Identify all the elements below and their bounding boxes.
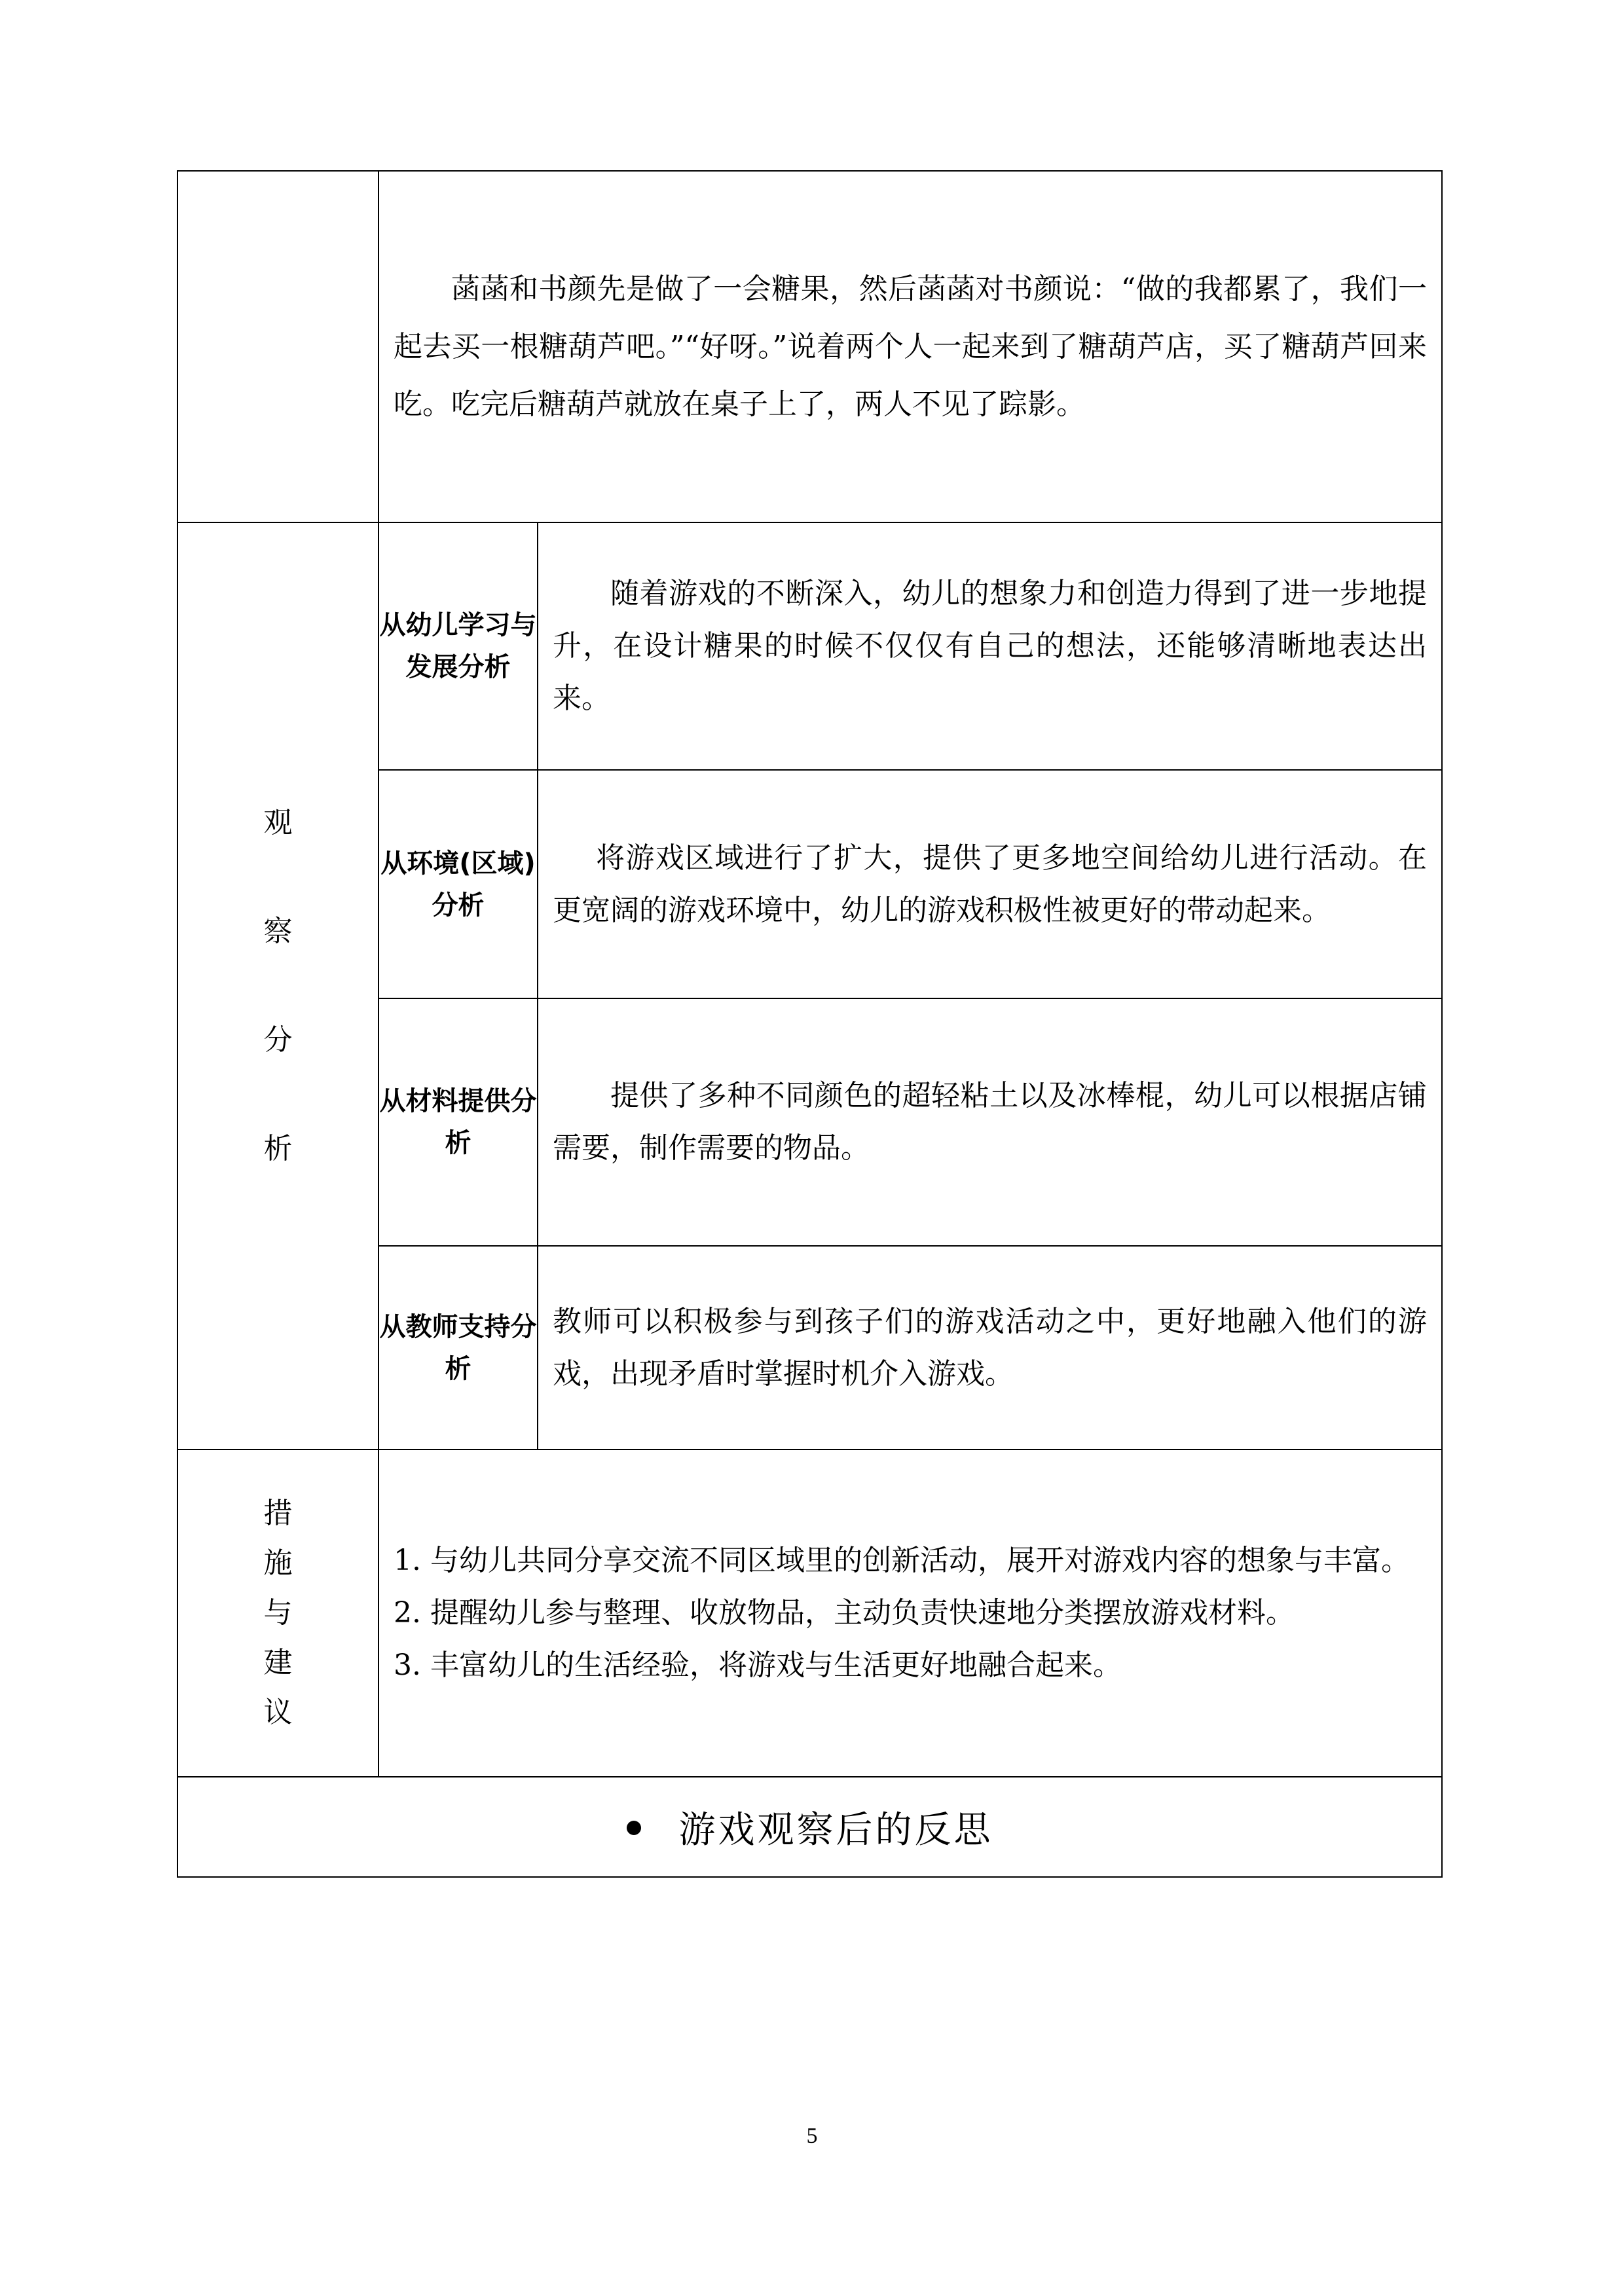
observation-label-char: 分 (263, 1023, 293, 1057)
observation-label-char: 观 (263, 806, 293, 839)
narrative-text: 菡菡和书颜先是做了一会糖果，然后菡菡对书颜说：“做的我都累了，我们一起去买一根糖葫芦吧。”“好呀。”说着两个人一起来到了糖葫芦店，买了糖葫芦回来吃。吃完后糖葫芦就放在桌子上了，两人不见了踪影。 (394, 272, 1427, 421)
teacher-analysis-text: 教师可以积极参与到孩子们的游戏活动之中，更好地融入他们的游戏，出现矛盾时掌握时机介入游戏。 (553, 1304, 1427, 1391)
measures-label-char: 与 (263, 1596, 293, 1630)
reflection-heading-cell (177, 1777, 1442, 1877)
observation-record-table (177, 170, 1443, 1878)
observation-label-char: 析 (263, 1132, 293, 1165)
narrative-cell (378, 171, 1442, 522)
page-number: 5 (806, 2124, 818, 2148)
teacher-analysis-label: 从教师支持分析 (378, 1246, 538, 1449)
observation-label-char: 察 (263, 915, 293, 948)
analysis-row-learning (177, 522, 1442, 770)
measures-list-cell (378, 1449, 1442, 1777)
learning-analysis-text: 随着游戏的不断深入，幼儿的想象力和创造力得到了进一步地提升，在设计糖果的时候不仅仅有自己的想法，还能够清晰地表达出来。 (553, 577, 1427, 715)
materials-analysis-label: 从材料提供分析 (378, 998, 538, 1246)
measures-row (177, 1449, 1442, 1777)
learning-analysis-cell (538, 522, 1442, 770)
measures-label-char: 施 (263, 1546, 293, 1580)
environment-analysis-cell (538, 770, 1442, 998)
materials-analysis-cell (538, 998, 1442, 1246)
narrative-row (177, 171, 1442, 522)
measures-label (177, 1449, 378, 1777)
observation-analysis-label (177, 522, 378, 1449)
materials-analysis-text: 提供了多种不同颜色的超轻粘土以及冰棒棍，幼儿可以根据店铺需要，制作需要的物品。 (553, 1079, 1427, 1165)
measures-label-char: 议 (263, 1696, 293, 1729)
bullet-icon (627, 1821, 641, 1835)
reflection-row (177, 1777, 1442, 1877)
measures-label-char: 建 (263, 1646, 293, 1679)
environment-analysis-text: 将游戏区域进行了扩大，提供了更多地空间给幼儿进行活动。在更宽阔的游戏环境中，幼儿的游戏积极性被更好的带动起来。 (553, 841, 1427, 927)
reflection-heading: 游戏观察后的反思 (678, 1808, 993, 1851)
teacher-analysis-cell (538, 1246, 1442, 1449)
measure-item: 2. 提醒幼儿参与整理、收放物品，主动负责快速地分类摆放游戏材料。 (394, 1596, 1295, 1630)
narrative-label-cell (177, 171, 378, 522)
measure-item: 3. 丰富幼儿的生活经验，将游戏与生活更好地融合起来。 (394, 1649, 1122, 1682)
measure-item: 1. 与幼儿共同分享交流不同区域里的创新活动，展开对游戏内容的想象与丰富。 (394, 1544, 1410, 1577)
learning-analysis-label: 从幼儿学习与发展分析 (378, 522, 538, 770)
measures-label-char: 措 (263, 1497, 293, 1530)
environment-analysis-label: 从环境(区域)分析 (378, 770, 538, 998)
